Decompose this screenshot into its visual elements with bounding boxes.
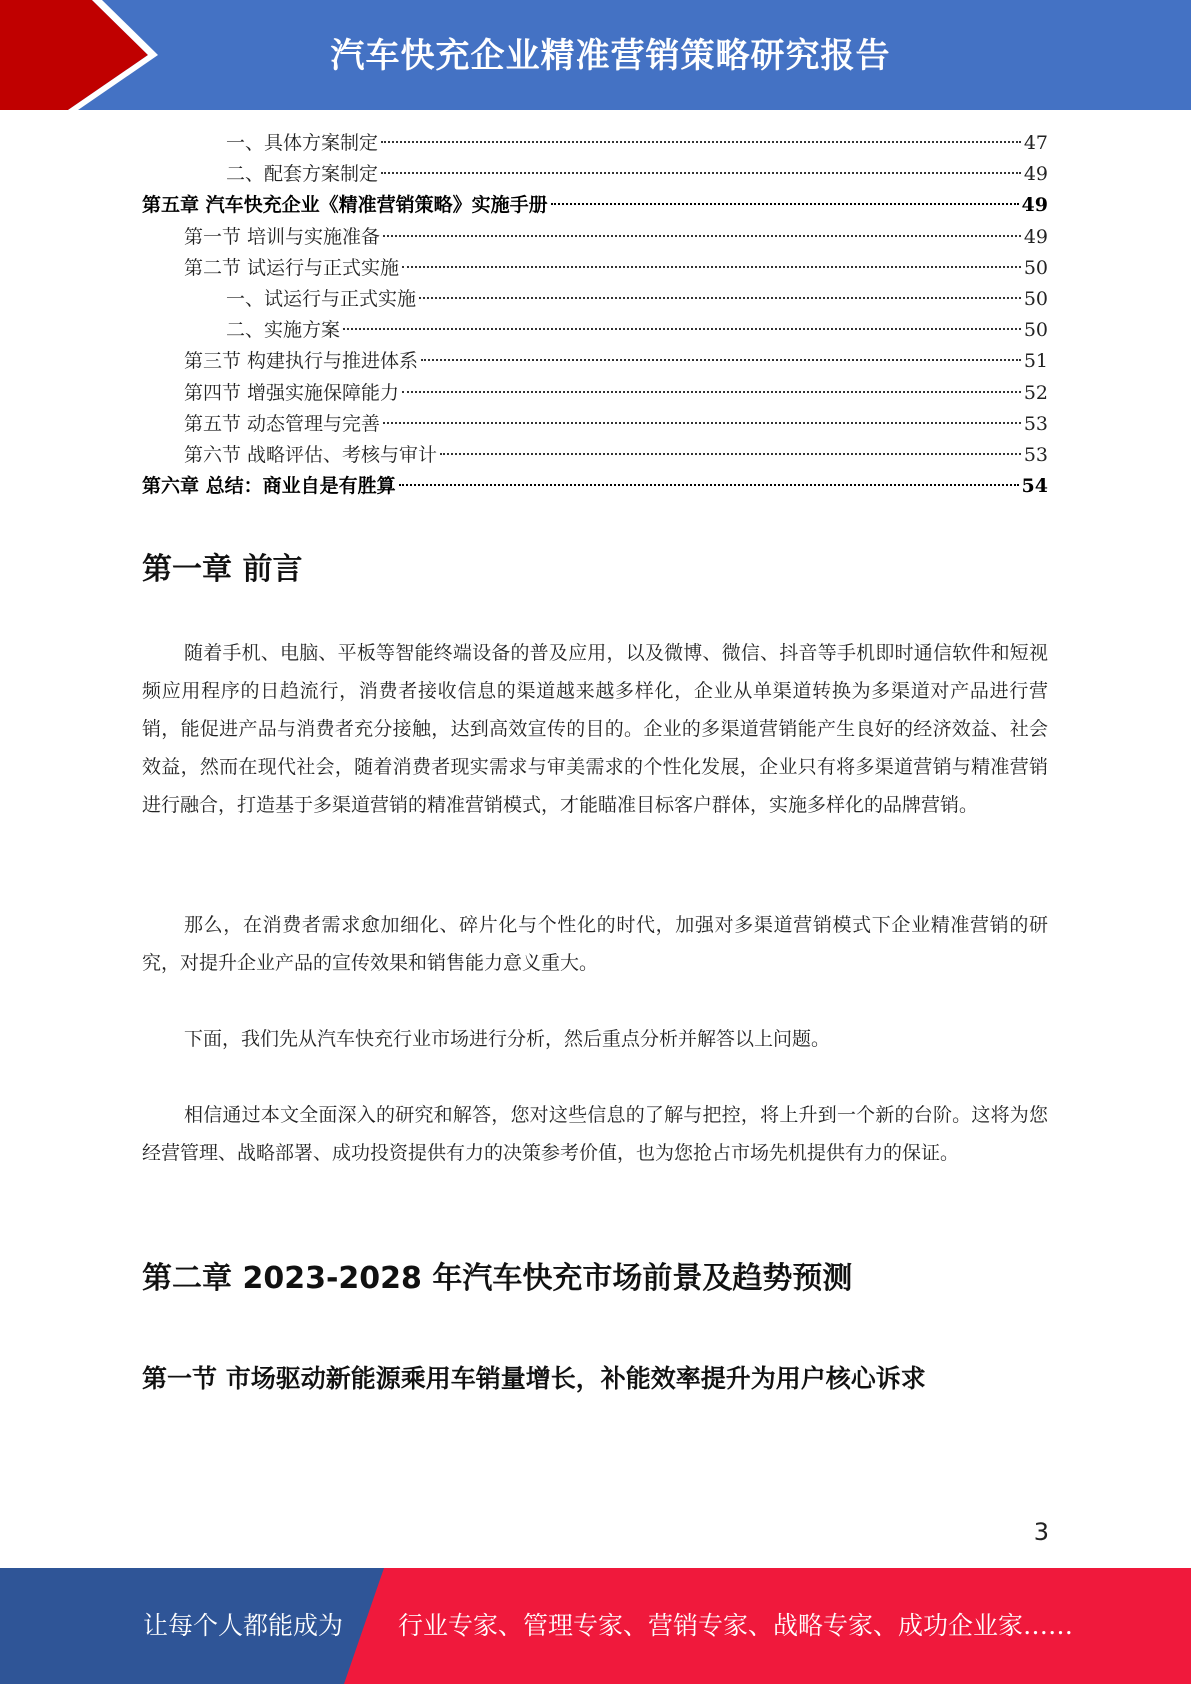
toc-entry-page: 52 (1023, 381, 1048, 404)
toc-entry[interactable] (142, 190, 1048, 221)
toc-entry-page: 50 (1023, 256, 1048, 279)
toc-entry-page: 53 (1023, 412, 1048, 435)
toc-entry-title: 二、配套方案制定 (226, 163, 379, 186)
page-number: 3 (1033, 1518, 1049, 1546)
toc-entry[interactable] (142, 159, 1048, 190)
toc-entry-title: 第一节 培训与实施准备 (184, 225, 381, 248)
toc-entry[interactable] (142, 315, 1048, 346)
toc-entry-title: 第五章 汽车快充企业《精准营销策略》实施手册 (142, 194, 548, 217)
toc-dot-leader (381, 141, 1021, 143)
report-title: 汽车快充企业精准营销策略研究报告 (330, 36, 891, 76)
toc-entry[interactable] (142, 440, 1048, 471)
chapter1-paragraph-4: 相信通过本文全面深入的研究和解答，您对这些信息的了解与把控，将上升到一个新的台阶。这将为您经营管理、战略部署、成功投资提供有力的决策参考价值，也为您抢占市场先机提供有力的保证。 (142, 1104, 1048, 1164)
chapter2-heading: 第二章 2023-2028 年汽车快充市场前景及趋势预测 (142, 1261, 853, 1296)
table-of-contents (142, 128, 1048, 502)
toc-dot-leader (551, 203, 1019, 205)
page-header (0, 0, 1191, 110)
chapter1-paragraph-2: 那么，在消费者需求愈加细化、碎片化与个性化的时代，加强对多渠道营销模式下企业精准营销的研究，对提升企业产品的宣传效果和销售能力意义重大。 (142, 914, 1048, 974)
toc-entry-title: 第五节 动态管理与完善 (184, 412, 381, 435)
toc-entry-title: 第六章 总结：商业自是有胜算 (142, 475, 396, 498)
toc-dot-leader (381, 172, 1021, 174)
toc-entry-page: 54 (1021, 475, 1048, 498)
toc-dot-leader (399, 484, 1019, 486)
chapter2-section1-heading: 第一节 市场驱动新能源乘用车销量增长，补能效率提升为用户核心诉求 (142, 1364, 926, 1393)
toc-entry-page: 50 (1023, 319, 1048, 342)
toc-entry-title: 第二节 试运行与正式实施 (184, 256, 400, 279)
toc-entry-title: 一、具体方案制定 (226, 132, 379, 154)
toc-dot-leader (440, 453, 1021, 455)
toc-entry-title: 一、试运行与正式实施 (226, 287, 417, 310)
chapter1-paragraph-1: 随着手机、电脑、平板等智能终端设备的普及应用，以及微博、微信、抖音等手机即时通信软件和短视频应用程序的日趋流行，消费者接收信息的渠道越来越多样化，企业从单渠道转换为多渠道对产品进行营销，能促进产品与消费者充分接触，达到高效宣传的目的。企业的多渠道营销能产生良好的经济效益、社会效益，然而在现代社会，随着消费者现实需求与审美需求的个性化发展，企业只有将多渠道营销与精准营销进行融合，打造基于多渠道营销的精准营销模式，才能瞄准目标客户群体，实施多样化的品牌营销。 (142, 642, 1048, 816)
toc-entry[interactable] (142, 222, 1048, 253)
toc-entry-page: 49 (1021, 194, 1048, 217)
toc-entry-title: 二、实施方案 (226, 319, 341, 342)
toc-entry[interactable] (142, 284, 1048, 315)
toc-entry-title: 第四节 增强实施保障能力 (184, 381, 400, 404)
footer-slogan-right: 行业专家、管理专家、营销专家、战略专家、成功企业家…… (398, 1611, 1074, 1640)
toc-entry-title: 第三节 构建执行与推进体系 (184, 350, 419, 373)
toc-dot-leader (383, 422, 1021, 424)
toc-dot-leader (421, 359, 1021, 361)
toc-entry-page: 47 (1023, 132, 1048, 154)
chapter1-paragraph-3: 下面，我们先从汽车快充行业市场进行分析，然后重点分析并解答以上问题。 (184, 1028, 831, 1050)
toc-entry[interactable] (142, 378, 1048, 409)
toc-entry-page: 53 (1023, 443, 1048, 466)
toc-dot-leader (343, 328, 1021, 330)
toc-entry[interactable] (142, 253, 1048, 284)
chapter1-heading: 第一章 前言 (142, 552, 303, 587)
toc-dot-leader (419, 297, 1021, 299)
toc-entry[interactable] (142, 409, 1048, 440)
toc-entry-page: 51 (1023, 350, 1048, 373)
toc-entry-page: 49 (1023, 225, 1048, 248)
toc-entry[interactable] (142, 346, 1048, 377)
toc-dot-leader (402, 266, 1021, 268)
toc-entry-page: 49 (1023, 163, 1048, 186)
toc-entry[interactable] (142, 471, 1048, 502)
toc-entry-title: 第六节 战略评估、考核与审计 (184, 443, 438, 466)
page-footer (0, 1568, 1191, 1684)
toc-entry[interactable] (142, 128, 1048, 159)
footer-slogan-left: 让每个人都能成为 (143, 1611, 344, 1640)
toc-dot-leader (402, 391, 1021, 393)
toc-dot-leader (383, 235, 1021, 237)
toc-entry-page: 50 (1023, 287, 1048, 310)
